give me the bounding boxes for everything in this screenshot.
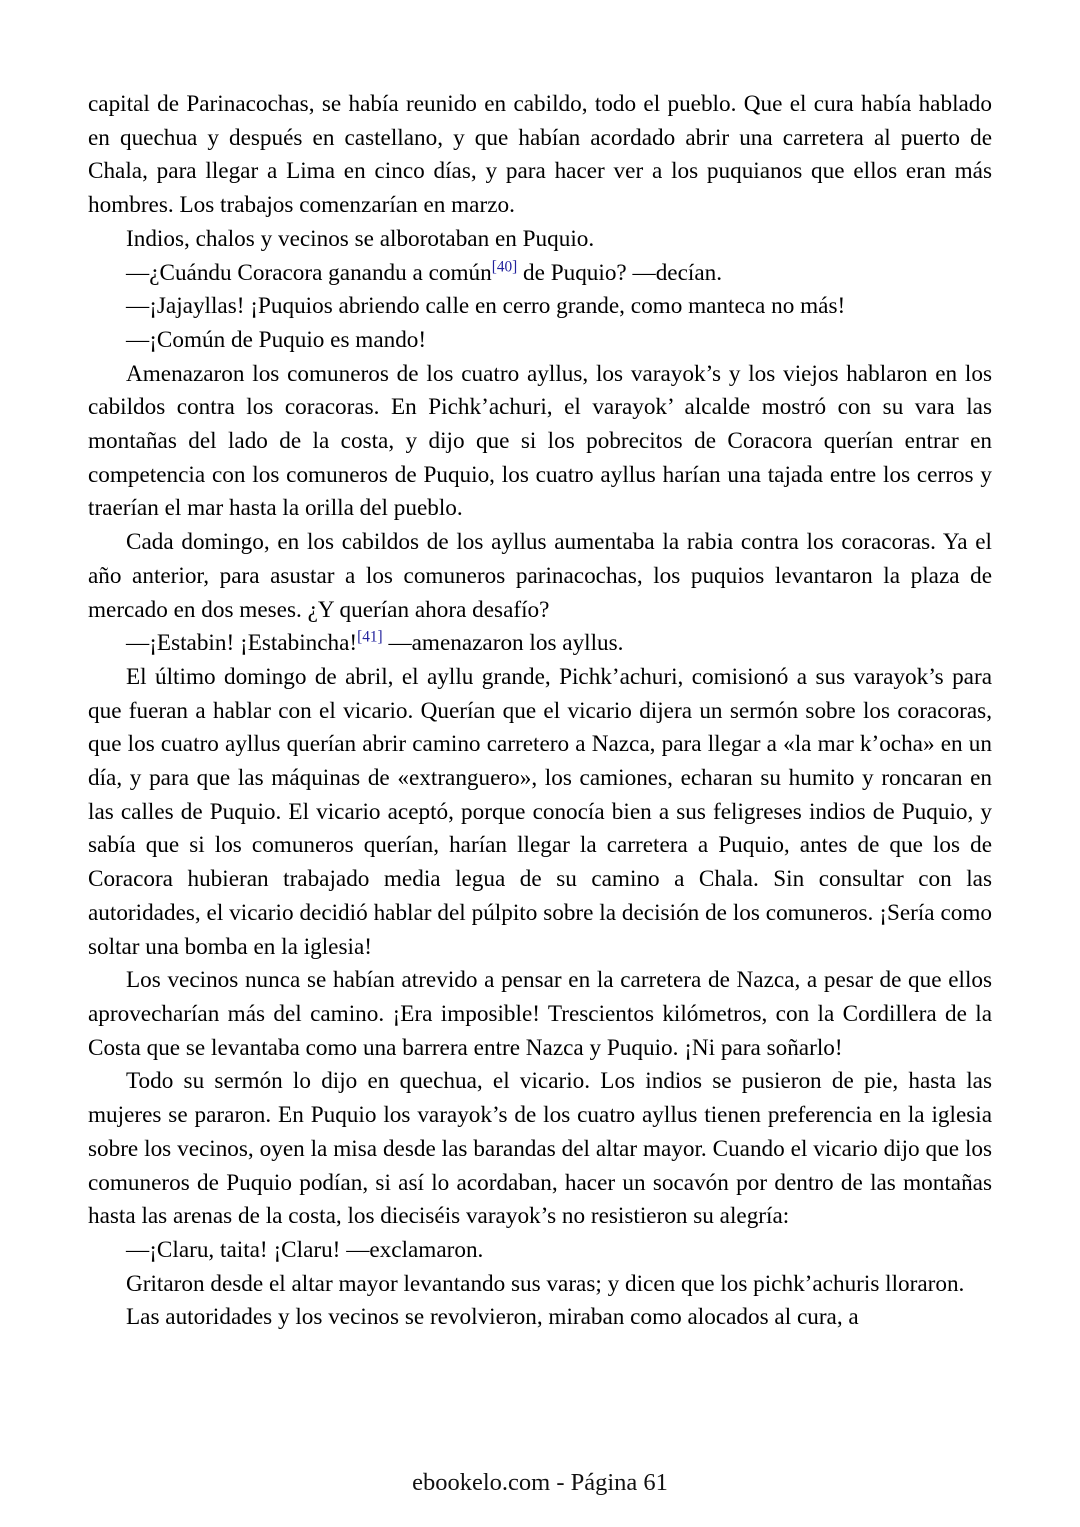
paragraph-amenazaron: Amenazaron los comuneros de los cuatro ayllus, los varayok’s y los viejos hablaron en los cabildos contra los coracoras. En Pichk’achuri, el varayok’ alcalde mostró con su vara las montañas del lado de la costa, y dijo que si los pobrecitos de Coracora querían entrar en competencia con los comuneros de Puquio, los cuatro ayllus harían una tajada entre los cerros y traerían el mar hasta la orilla del pueblo.	[88, 360, 992, 522]
paragraph-ultimo-domingo: El último domingo de abril, el ayllu grande, Pichk’achuri, comisionó a sus varayok’s para que fueran a hablar con el vicario. Querían que el vicario dijera un sermón sobre los coracoras, que los cuatro ayllus querían abrir camino carretero a Nazca, para llegar a «la mar k’ocha» en un día, y para que las máquinas de «extranguero», los camiones, echaran su humito y roncaran en las calles de Puquio. El vicario aceptó, porque conocía bien a sus feligreses indios de Puquio, y sabía que si los comuneros querían, harían llegar la carretera a Puquio, antes de que los de Coracora hubieran trabajado media legua de su camino a Chala. Sin consultar con las autoridades, el vicario decidió hablar del púlpito sobre la decisión de los comuneros. ¡Sería como soltar una bomba en la iglesia!	[88, 663, 992, 960]
body-text-block	[88, 88, 992, 1335]
dialogue-line-claru: —¡Claru, taita! ¡Claru! —exclamaron.	[126, 1236, 484, 1263]
paragraph-todo-su-sermon: Todo su sermón lo dijo en quechua, el vicario. Los indios se pusieron de pie, hasta las mujeres se pararon. En Puquio los varayok’s de los cuatro ayllus tienen preferencia en la iglesia sobre los vecinos, oyen la misa desde las barandas del altar mayor. Cuando el vicario dijo que los comuneros de Puquio podían, si así lo acordaban, hacer un socavón por dentro de las montañas hasta las arenas de la costa, los dieciséis varayok’s no resistieron su alegría:	[88, 1068, 992, 1230]
paragraph-cada-domingo: Cada domingo, en los cabildos de los ayllus aumentaba la rabia contra los coracoras. Ya el año anterior, para asustar a los comuneros parinacochas, los puquios levantaron la plaza de mercado en dos meses. ¿Y querían ahora desafío?	[88, 529, 992, 623]
page-footer: ebookelo.com - Página 61	[412, 1469, 668, 1496]
paragraph-las-autoridades: Las autoridades y los vecinos se revolvieron, miraban como alocados al cura, a	[126, 1304, 859, 1331]
dialogue-text-after-footnote: de Puquio? —decían.	[517, 259, 723, 286]
dialogue-text-after-footnote: —amenazaron los ayllus.	[382, 630, 624, 657]
dialogue-line-comun: —¡Común de Puquio es mando!	[126, 326, 427, 353]
dialogue-line-jajayllas: —¡Jajayllas! ¡Puquios abriendo calle en cerro grande, como manteca no más!	[126, 293, 846, 320]
dialogue-line-estabin	[88, 627, 992, 661]
paragraph-gritaron: Gritaron desde el altar mayor levantando sus varas; y dicen que los pichk’achuris lloraron.	[126, 1270, 965, 1297]
paragraph-los-vecinos: Los vecinos nunca se habían atrevido a pensar en la carretera de Nazca, a pesar de que ellos aprovecharían más del camino. ¡Era imposible! Trescientos kilómetros, con la Cordillera de la Costa que se levantaba como una barrera entre Nazca y Puquio. ¡Ni para soñarlo!	[88, 967, 992, 1061]
paragraph-indios: Indios, chalos y vecinos se alborotaban en Puquio.	[126, 225, 595, 252]
footnote-marker-40[interactable]: [40]	[491, 257, 518, 275]
dialogue-text-before-footnote: —¡Estabin! ¡Estabincha!	[126, 630, 358, 657]
footnote-marker-41[interactable]: [41]	[357, 628, 383, 646]
dialogue-line-cuandu	[88, 257, 992, 291]
paragraph-continuation: capital de Parinacochas, se había reunido en cabildo, todo el pueblo. Que el cura había hablado en quechua y después en castellano, y que habían acordado abrir una carretera al puerto de Chala, para llegar a Lima en cinco días, y para hacer ver a los puquianos que ellos eran más hombres. Los trabajos comenzarían en marzo.	[88, 91, 992, 219]
dialogue-text-before-footnote: —¿Cuándu Coracora ganandu a común	[126, 259, 492, 286]
